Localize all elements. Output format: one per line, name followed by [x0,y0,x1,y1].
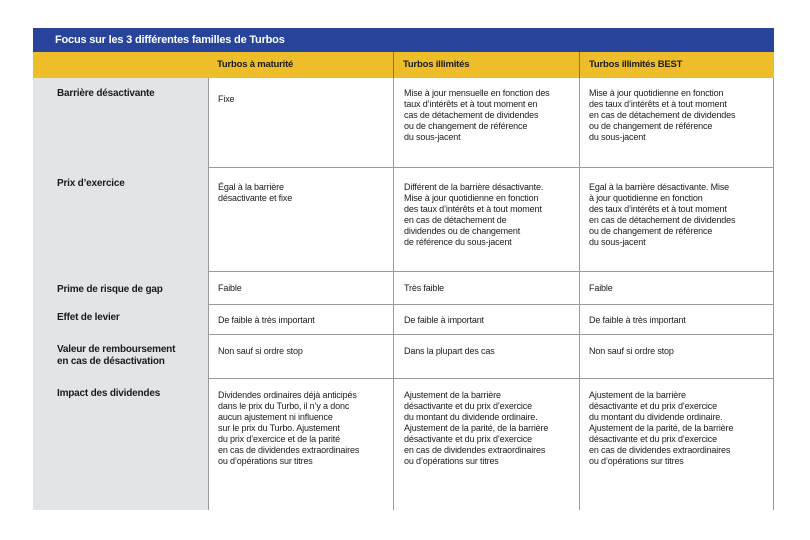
row-label-remboursement: Valeur de remboursement en cas de désactivation [57,344,176,367]
cell-barriere-best: Mise à jour quotidienne en fonction des taux d’intérêts et à tout moment en cas de détachement de dividendes ou de changement de référence du sous-jacent [589,88,736,142]
cell-levier-best: De faible à très important [589,315,686,325]
table-title: Focus sur les 3 différentes familles de Turbos [33,28,774,52]
row-label-barriere: Barrière désactivante [57,88,155,99]
cell-prix-illimites: Différent de la barrière désactivante. Mise à jour quotidienne en fonction des taux d’intérêts et à tout moment en cas de détachement de dividendes ou de changement de référence du sous-jacent [404,182,544,247]
cell-dividendes-illimites: Ajustement de la barrière désactivante et du prix d’exercice du montant du dividende ordinaire. Ajustement de la parité, de la barrière désactivante et du prix d’exercice en cas de dividendes extraordinaires ou d’opérations sur titres [404,390,549,466]
row-divider [208,271,774,272]
cell-barriere-maturite: Fixe [218,94,235,104]
column-header-illimites-best: Turbos illimités BEST [589,59,683,70]
cell-remboursement-illimites: Dans la plupart des cas [404,346,495,356]
column-header-illimites: Turbos illimités [403,59,470,70]
row-label-effet-levier: Effet de levier [57,312,120,323]
row-divider [208,167,774,168]
column-divider [579,78,580,510]
cell-remboursement-maturite: Non sauf si ordre stop [218,346,303,356]
row-divider [208,334,774,335]
column-header-row [33,52,774,78]
row-label-prime-risque: Prime de risque de gap [57,284,163,295]
cell-dividendes-maturite: Dividendes ordinaires déjà anticipés dans le prix du Turbo, il n’y a donc aucun ajustement ni influence sur le prix du Turbo. Ajustement du prix d’exercice et de la parité en cas de dividendes extraordinaires ou d’opérations sur titres [218,390,360,466]
row-divider [208,378,774,379]
cell-remboursement-best: Non sauf si ordre stop [589,346,674,356]
row-label-impact-dividendes: Impact des dividendes [57,388,161,399]
cell-levier-maturite: De faible à très important [218,315,315,325]
cell-dividendes-best: Ajustement de la barrière désactivante et du prix d’exercice du montant du dividende ordinaire. Ajustement de la parité, de la barrière désactivante et du prix d’exercice en cas de dividendes extraordinaires ou d’opérations sur titres [589,390,734,466]
column-header-maturite: Turbos à maturité [217,59,294,70]
cell-levier-illimites: De faible à important [404,315,484,325]
cell-prime-illimites: Très faible [404,283,445,293]
cell-prime-best: Faible [589,283,613,293]
cell-prix-best: Egal à la barrière désactivante. Mise à jour quotidienne en fonction des taux d’intérêts et à tout moment en cas de détachement de dividendes ou de changement de référence du sous-jacent [589,182,736,247]
cell-prime-maturite: Faible [218,283,242,293]
row-label-prix-exercice: Prix d’exercice [57,178,125,189]
cell-prix-maturite: Égal à la barrière désactivante et fixe [218,182,293,203]
row-divider [208,304,774,305]
turbos-comparison-table [33,28,774,510]
column-divider [393,78,394,510]
cell-barriere-illimites: Mise à jour mensuelle en fonction des taux d’intérêts et à tout moment en cas de détachement de dividendes ou de changement de référence du sous-jacent [404,88,550,142]
